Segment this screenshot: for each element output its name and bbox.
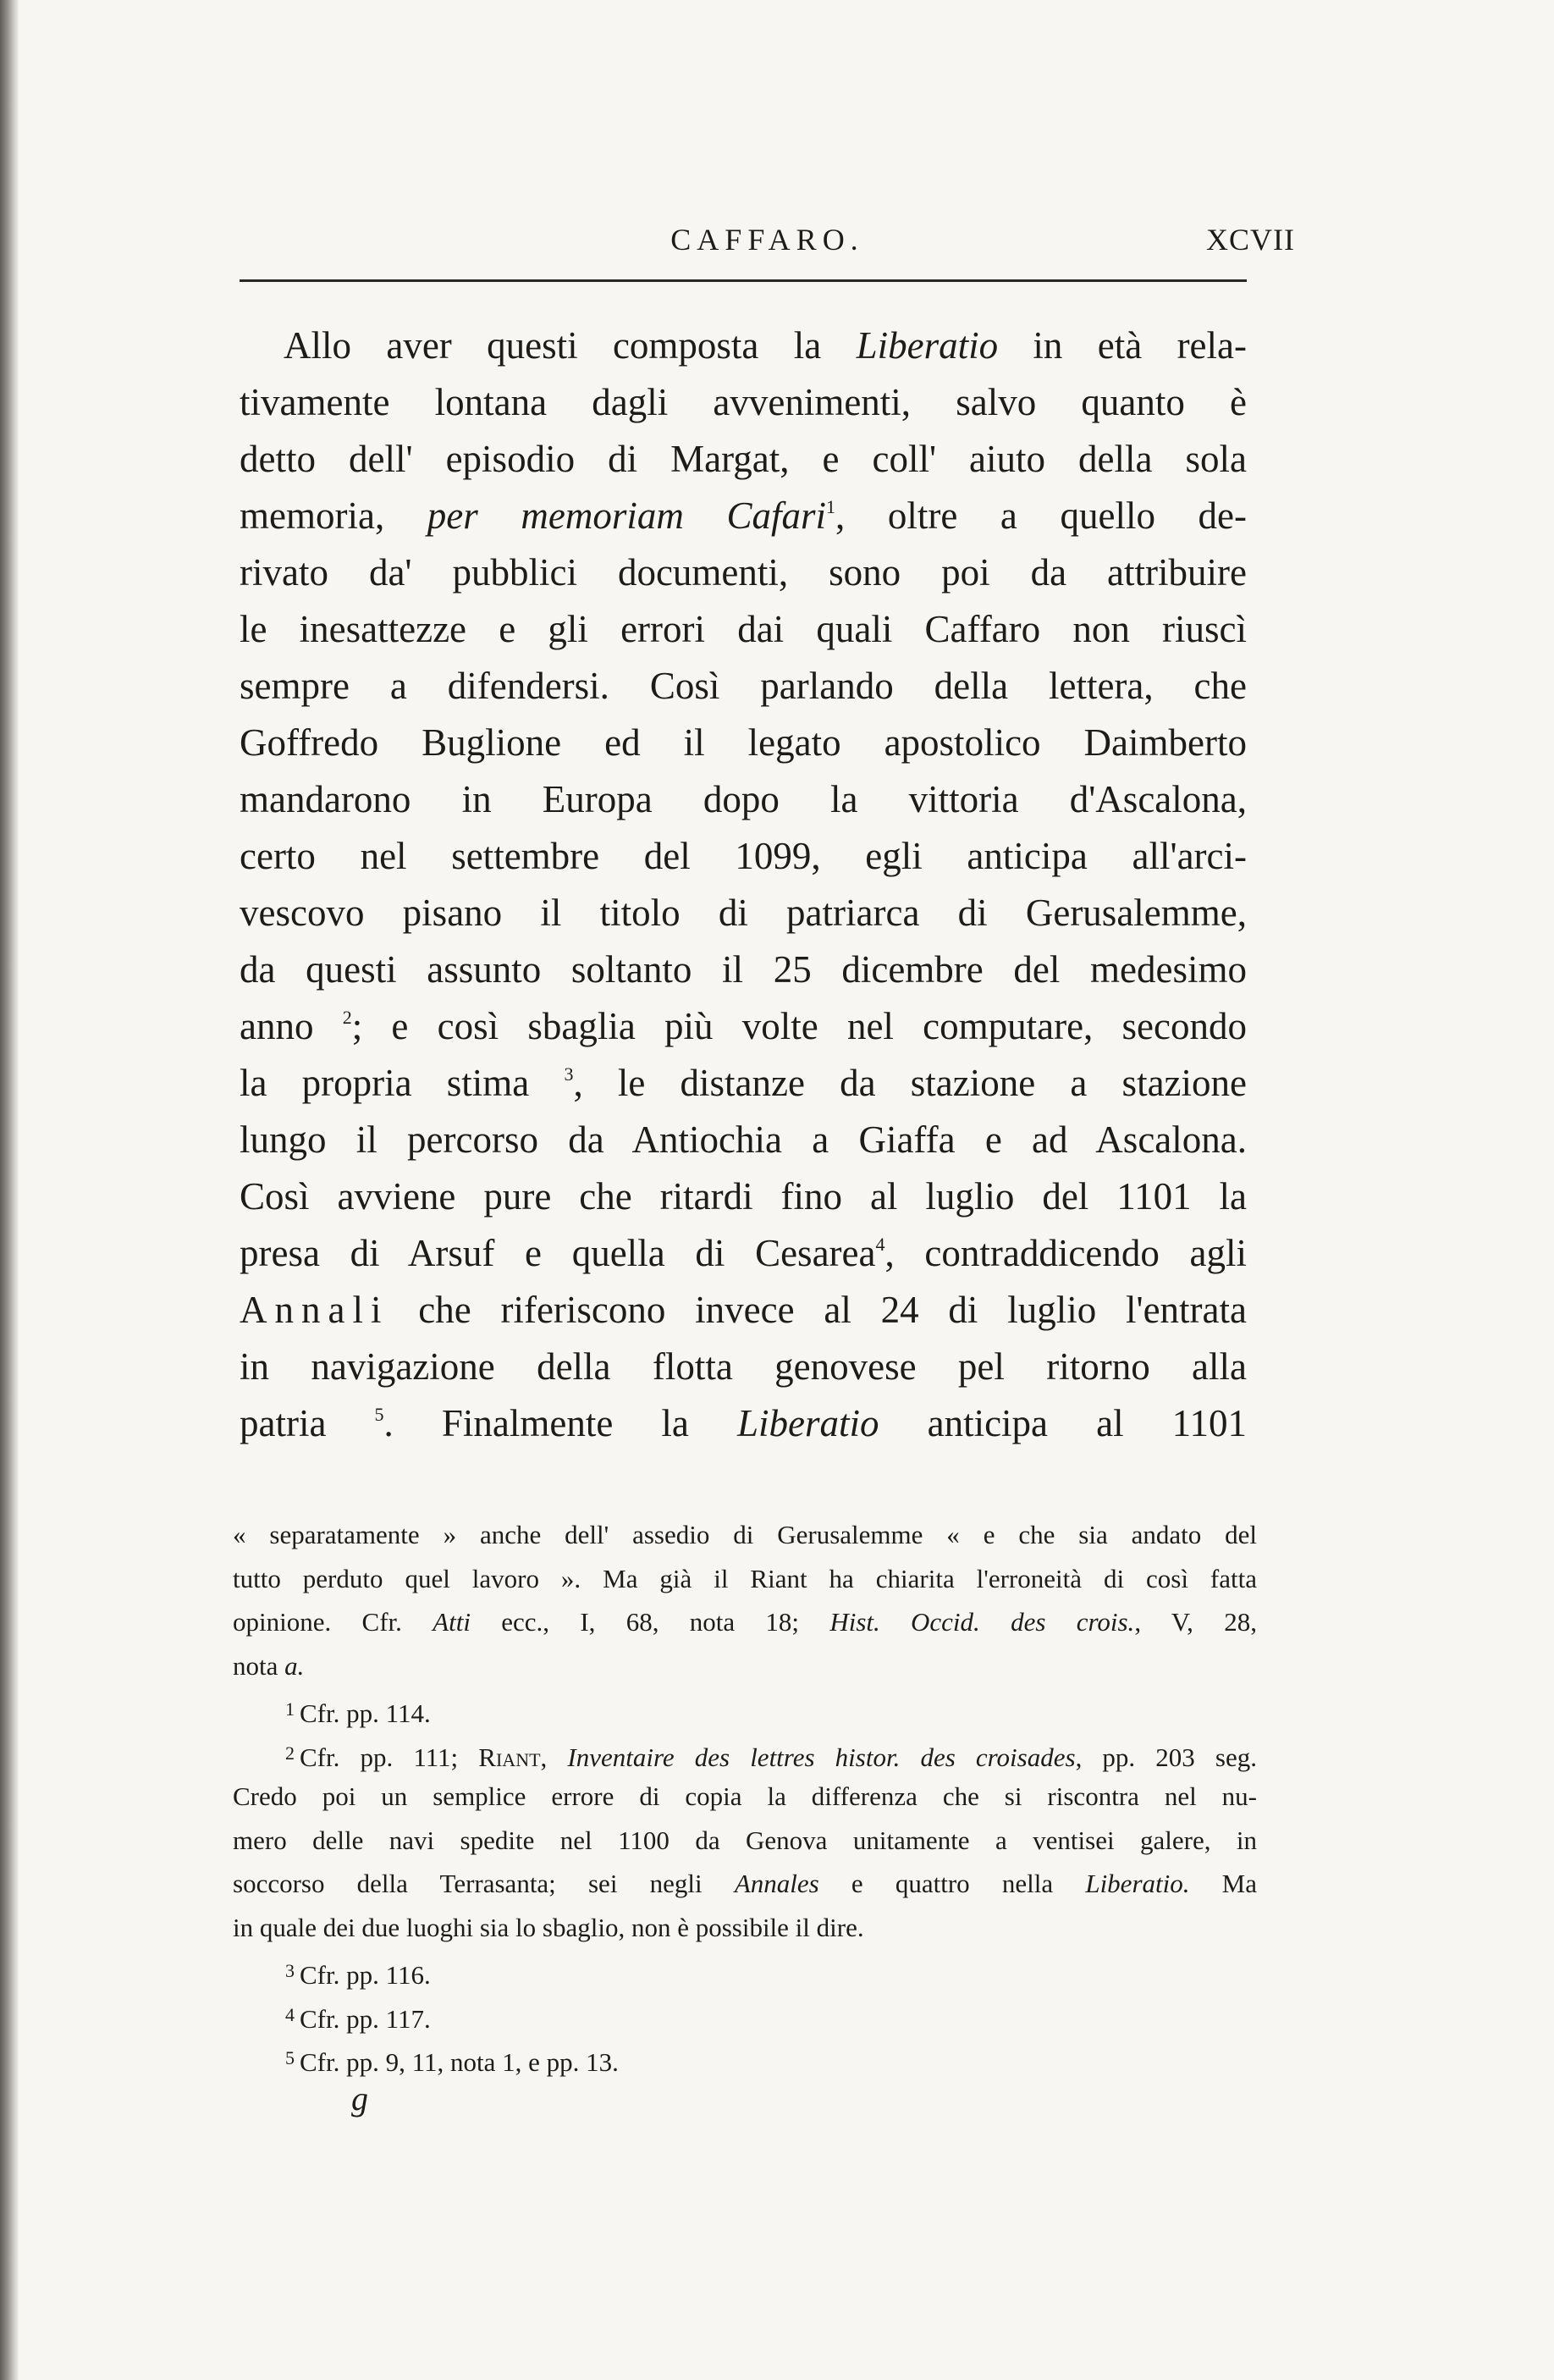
- footnote-continuation-line: [233, 1644, 1257, 1688]
- text-run: . Finalmente la: [383, 1402, 737, 1444]
- text-run: soccorso della Terrasanta; sei negli: [233, 1869, 735, 1898]
- footnote-1: [233, 1687, 1257, 1731]
- footnote-continuation-line: tutto perduto quel lavoro ». Ma già il Riant ha chiarita l'erroneità di così fatta: [233, 1563, 1257, 1593]
- text-run: Allo aver questi composta la: [284, 324, 857, 367]
- text-line: [240, 1395, 1247, 1452]
- italic-title: Liberatio.: [1085, 1869, 1190, 1898]
- text-run: anticipa al 1101: [879, 1402, 1248, 1444]
- text-run: ; e così sbaglia più volte nel computare, secondo: [351, 1005, 1247, 1047]
- text-line: tivamente lontana dagli avvenimenti, salvo quanto è: [240, 381, 1247, 423]
- text-run: e quattro nella: [818, 1869, 1086, 1898]
- text-line: le inesattezze e gli errori dai quali Caffaro non riuscì: [240, 608, 1247, 650]
- footnote-text: Cfr. pp. 117.: [300, 2003, 431, 2034]
- text-run: presa di Arsuf e quella di Cesarea: [240, 1232, 876, 1274]
- footnote-ref: 2: [342, 1007, 352, 1028]
- footnote-text: Cfr. pp. 114.: [300, 1698, 431, 1728]
- italic-text: a.: [284, 1650, 305, 1681]
- text-line: rivato da' pubblici documenti, sono poi da attribuire: [240, 551, 1247, 594]
- footnote-2-line: in quale dei due luoghi sia lo sbaglio, non è possibile il dire.: [233, 1912, 864, 1942]
- text-line: certo nel settembre del 1099, egli anticipa all'arci-: [240, 835, 1247, 877]
- footnote-number: 2: [285, 1742, 295, 1764]
- text-run: Ma: [1189, 1869, 1258, 1898]
- footnote-ref: 5: [374, 1404, 384, 1425]
- footnotes: [233, 1513, 1257, 2080]
- text-line: lungo il percorso da Antiochia a Giaffa e ad Ascalona.: [240, 1118, 1247, 1161]
- footnote-2-line: Credo poi un semplice errore di copia la differenza che si riscontra nel nu-: [233, 1781, 1257, 1811]
- footnote-ref: 4: [875, 1234, 885, 1255]
- footnote-5: [233, 2036, 1257, 2080]
- italic-title: Atti: [433, 1607, 471, 1637]
- footnote-number: 1: [285, 1698, 295, 1720]
- footnote-continuation-line: [233, 1600, 1257, 1644]
- text-line: detto dell' episodio di Margat, e coll' aiuto della sola: [240, 438, 1247, 480]
- header-rule: [240, 279, 1247, 282]
- text-line: Goffredo Buglione ed il legato apostolico Daimberto: [240, 721, 1247, 764]
- text-line: in navigazione della flotta genovese pel ritorno alla: [240, 1345, 1247, 1388]
- text-line: mandarono in Europa dopo la vittoria d'Ascalona,: [240, 778, 1247, 820]
- text-run: ,: [540, 1742, 568, 1772]
- text-run: Cfr. pp. 111;: [300, 1742, 479, 1772]
- footnote-4: [233, 1993, 1257, 2037]
- text-line: [240, 488, 1247, 544]
- text-run: in età rela-: [998, 324, 1247, 367]
- text-run: opinione. Cfr.: [233, 1607, 433, 1637]
- text-run: , le distanze da stazione a stazione: [573, 1062, 1247, 1104]
- page-binding-edge: [0, 0, 19, 2380]
- text-run: patria: [240, 1402, 375, 1444]
- text-run: che riferiscono invece al 24 di luglio l'entrata: [388, 1289, 1247, 1331]
- text-run: la propria stima: [240, 1062, 565, 1104]
- text-run: memoria,: [240, 494, 427, 537]
- text-run: ecc., I, 68, nota 18;: [470, 1607, 830, 1637]
- text-line: vescovo pisano il titolo di patriarca di Gerusalemme,: [240, 892, 1247, 934]
- footnote-2-line: [233, 1862, 1257, 1906]
- footnote-2-line: mero delle navi spedite nel 1100 da Genova unitamente a ventisei galere, in: [233, 1825, 1257, 1855]
- footnote-3: [233, 1949, 1257, 1993]
- footnote-continuation-line: « separatamente » anche dell' assedio di Gerusalemme « e che sia andato del: [233, 1520, 1257, 1549]
- text-line: sempre a difendersi. Così parlando della lettera, che: [240, 665, 1247, 707]
- text-line: da questi assunto soltanto il 25 dicembre del medesimo: [240, 948, 1247, 991]
- text-run: nota: [233, 1650, 285, 1681]
- spaced-title: Annali: [240, 1289, 389, 1331]
- running-head: [240, 222, 1295, 264]
- italic-quote: per memoriam Cafari: [427, 494, 826, 537]
- text-line: Così avviene pure che ritardi fino al luglio del 1101 la: [240, 1175, 1247, 1218]
- text-line: [240, 1282, 1247, 1339]
- footnote-number: 4: [285, 2003, 295, 2025]
- footnote-text: Cfr. pp. 116.: [300, 1960, 431, 1990]
- italic-title: Liberatio: [856, 324, 999, 367]
- running-title: CAFFARO.: [670, 223, 864, 257]
- author-name: Riant: [478, 1742, 541, 1772]
- footnote-ref: 1: [826, 496, 835, 517]
- text-line: [240, 998, 1247, 1055]
- text-run: , V, 28,: [1134, 1607, 1257, 1637]
- footnote-ref: 3: [564, 1063, 574, 1085]
- italic-title: Liberatio: [736, 1402, 879, 1444]
- italic-title: Inventaire des lettres histor. des croisades: [567, 1742, 1076, 1772]
- text-line: [240, 1055, 1247, 1112]
- footnote-number: 5: [285, 2047, 295, 2068]
- signature-mark: g: [351, 2079, 368, 2118]
- text-run: , oltre a quello de-: [835, 494, 1248, 537]
- text-run: anno: [240, 1005, 343, 1047]
- footnote-number: 3: [285, 1960, 295, 1981]
- footnote-2: [233, 1731, 1257, 1775]
- text-run: , contraddicendo agli: [884, 1232, 1247, 1274]
- italic-title: Hist. Occid. des crois.: [829, 1607, 1135, 1637]
- italic-title: Annales: [734, 1869, 819, 1898]
- text-line: [240, 318, 1247, 374]
- page-number: XCVII: [1206, 223, 1295, 257]
- main-text: [240, 318, 1247, 1452]
- text-run: , pp. 203 seg.: [1075, 1742, 1257, 1772]
- footnote-text: Cfr. pp. 9, 11, nota 1, e pp. 13.: [300, 2047, 619, 2077]
- text-line: [240, 1225, 1247, 1282]
